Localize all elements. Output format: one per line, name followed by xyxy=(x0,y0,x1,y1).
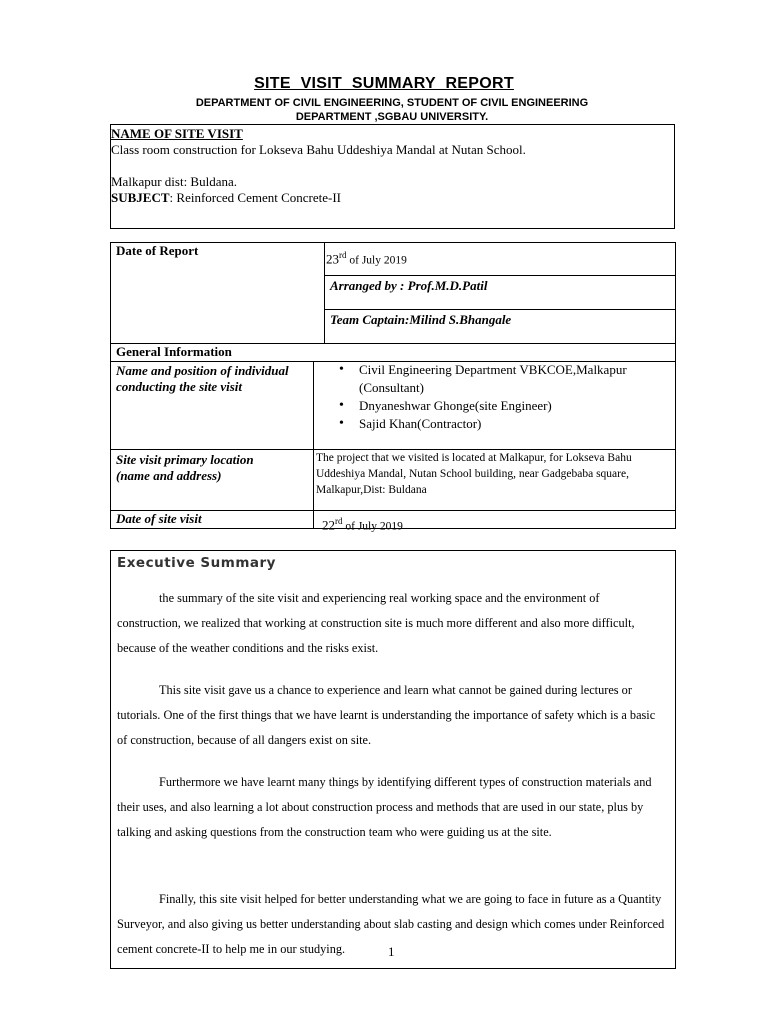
subject-label: SUBJECT xyxy=(111,190,170,205)
executive-summary-heading: Executive Summary xyxy=(117,555,276,571)
page-number: 1 xyxy=(388,944,395,959)
arranged-by: Arranged by : Prof.M.D.Patil xyxy=(330,278,488,293)
subject-line xyxy=(111,190,674,206)
team-captain: Team Captain:Milind S.Bhangale xyxy=(330,312,512,327)
site-visit-box xyxy=(110,124,675,229)
site-visit-name-heading: NAME OF SITE VISIT xyxy=(111,126,243,141)
executive-summary-box xyxy=(110,550,676,969)
department-heading xyxy=(150,96,634,124)
site-visit-name-line-1: Class room construction for Lokseva Bahu Uddeshiya Mandal at Nutan School. xyxy=(111,142,526,157)
location-label: Site visit primary location (name and address) xyxy=(116,452,254,483)
date-of-report-label: Date of Report xyxy=(116,243,199,258)
summary-paragraph: the summary of the site visit and experiencing real working space and the environment of construction, we realized that working at construction site is much more different and also more difficult, because of the weather conditions and the risks exist. xyxy=(117,591,635,655)
subject-value: : Reinforced Cement Concrete-II xyxy=(169,190,341,205)
visit-date-value: 22rd of July 2019 xyxy=(322,516,403,533)
list-item: • Sajid Khan(Contractor) xyxy=(325,415,675,433)
department-line-1: DEPARTMENT OF CIVIL ENGINEERING, STUDENT OF CIVIL ENGINEERING xyxy=(195,97,589,109)
list-item: • Civil Engineering Department VBKCOE,Malkapur (Consultant) xyxy=(325,361,675,397)
location-value: The project that we visited is located at Malkapur, for Lokseva Bahu Uddeshiya Mandal, Nutan School building, near Gadgebaba square, Malkapur,Dist: Buldana xyxy=(316,452,632,496)
report-title: SITE VISIT SUMMARY REPORT xyxy=(254,75,514,92)
persons-list xyxy=(325,361,675,433)
general-info-label: General Information xyxy=(116,344,232,359)
summary-paragraph: Finally, this site visit helped for better understanding what we are going to face in future as a Quantity Surveyor, and also giving us better understanding about slab casting and design which comes under Reinforced cement concrete-II to help me in our studying. xyxy=(117,892,665,956)
person-label: Name and position of individual conducting the site visit xyxy=(116,363,289,394)
visit-date-label: Date of site visit xyxy=(116,511,202,526)
department-line-2: DEPARTMENT ,SGBAU UNIVERSITY. xyxy=(295,111,489,123)
summary-paragraph: Furthermore we have learnt many things by identifying different types of construction materials and their uses, and also learning a lot about construction process and methods that are used in our state, plus by talking and asking questions from the construction team who were guiding us at the site. xyxy=(117,775,652,839)
date-of-report-value: 23rd of July 2019 xyxy=(326,250,407,267)
site-visit-name-line-2: Malkapur dist: Buldana. xyxy=(111,174,238,189)
summary-paragraph: This site visit gave us a chance to experience and learn what cannot be gained during lectures or tutorials. One of the first things that we have learnt is understanding the importance of safety which is a basic of construction, because of all dangers exist on site. xyxy=(117,683,656,747)
list-item: • Dnyaneshwar Ghonge(site Engineer) xyxy=(325,397,675,415)
